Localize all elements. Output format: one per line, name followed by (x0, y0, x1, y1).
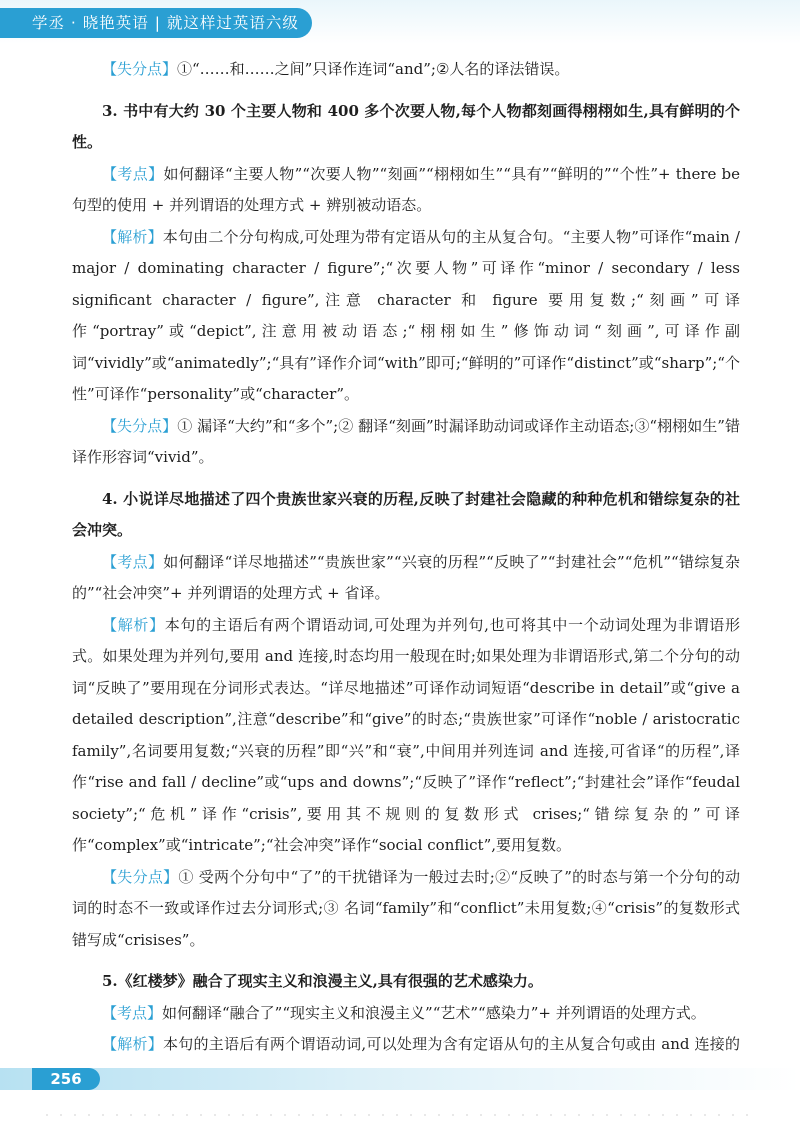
q5-jiexi-text: 本句的主语后有两个谓语动词,可以处理为含有定语从句的主从复合句或由 and 连接的 (163, 1035, 740, 1053)
q4-jiexi (72, 610, 740, 862)
jiexi-tag: 【解析】 (102, 615, 165, 634)
q4-shifendian (72, 862, 740, 957)
page-number: 256 (32, 1068, 100, 1090)
question-5: 5.《红楼梦》融合了现实主义和浪漫主义,具有很强的艺术感染力。 (102, 972, 543, 990)
q3-kaodian-text: 如何翻译“主要人物”“次要人物”“刻画”“栩栩如生”“具有”“鲜明的”“个性”+ there be 句型的使用 + 并列谓语的处理方式 + 辨别被动语态。 (72, 164, 740, 214)
q3-jiexi (72, 222, 740, 411)
shifendian-tag: 【失分点】 (102, 60, 178, 78)
q4-kaodian (72, 547, 740, 610)
question-4: 4. 小说详尽地描述了四个贵族世家兴衰的历程,反映了封建社会隐藏的种种危机和错综复杂的社会冲突。 (72, 489, 740, 539)
kaodian-tag: 【考点】 (102, 164, 164, 183)
q5-kaodian (72, 998, 740, 1030)
question-3: 3. 书中有大约 30 个主要人物和 400 多个次要人物,每个人物都刻画得栩栩如生,具有鲜明的个性。 (72, 101, 740, 151)
shifendian-tag: 【失分点】 (102, 867, 179, 886)
footer-band (0, 1068, 800, 1090)
q3-kaodian (72, 159, 740, 222)
kaodian-tag: 【考点】 (102, 1003, 163, 1022)
scan-artifact-dots (40, 1112, 760, 1118)
q3-shifendian (72, 411, 740, 474)
header-title: 学丞 · 晓艳英语 | 就这样过英语六级 (0, 8, 312, 38)
q5-kaodian-text: 如何翻译“融合了”“现实主义和浪漫主义”“艺术”“感染力”+ 并列谓语的处理方式。 (162, 1003, 706, 1022)
shifendian-tag: 【失分点】 (102, 416, 178, 435)
jiexi-tag: 【解析】 (102, 227, 163, 246)
item2-error-paragraph (72, 54, 740, 86)
page-content (72, 54, 740, 1092)
jiexi-tag: 【解析】 (102, 1035, 164, 1053)
item2-error-text: ①“……和……之间”只译作连词“and”;②人名的译法错误。 (177, 60, 570, 78)
q4-shifendian-text: ① 受两个分句中“了”的干扰错译为一般过去时;②“反映了”的时态与第一个分句的动词的时态不一致或译作过去分词形式;③ 名词“family”和“conflict”未用复数;④“crisis”的复数形式错写成“crisises”。 (72, 867, 740, 949)
q4-jiexi-text: 本句的主语后有两个谓语动词,可处理为并列句,也可将其中一个动词处理为非谓语形式。如果处理为并列句,要用 and 连接,时态均用一般现在时;如果处理为非谓语形式,第二个分句的动词“反映了”要用现在分词形式表达。“详尽地描述”可译作动词短语“describe in detail”或“give a detailed description”,注意“describe”和“give”的时态;“贵族世家”可译作“noble / aristocratic family”,名词要用复数;“兴衰的历程”即“兴”和“衰”,中间用并列连词 and 连接,可省译“的历程”,译作“rise and fall / decline”或“ups and downs”;“反映了”译作“reflect”;“封建社会”译作“feudal society”;“危机”译作“crisis”,要用其不规则的复数形式 crises;“错综复杂的”可译作“complex”或“intricate”;“社会冲突”译作“social conflict”,要用复数。 (72, 615, 740, 854)
kaodian-tag: 【考点】 (102, 552, 164, 571)
q3-shifendian-text: ① 漏译“大约”和“多个”;② 翻译“刻画”时漏译助动词或译作主动语态;③“栩栩如生”错译作形容词“vivid”。 (72, 416, 740, 466)
q3-jiexi-text: 本句由二个分句构成,可处理为带有定语从句的主从复合句。“主要人物”可译作“main / major / dominating character / figure”;“次要人物”可译作“minor / secondary / less significant character / figure”,注意 character 和 figure 要用复数;“刻画”可译作“portray”或“depict”,注意用被动语态;“栩栩如生”修饰动词“刻画”,可译作副词“vividly”或“animatedly”;“具有”译作介词“with”即可;“鲜明的”可译作“distinct”或“sharp”;“个性”可译作“personality”或“character”。 (72, 227, 740, 403)
q4-kaodian-text: 如何翻译“详尽地描述”“贵族世家”“兴衰的历程”“反映了”“封建社会”“危机”“错综复杂的”“社会冲突”+ 并列谓语的处理方式 + 省译。 (72, 552, 740, 602)
